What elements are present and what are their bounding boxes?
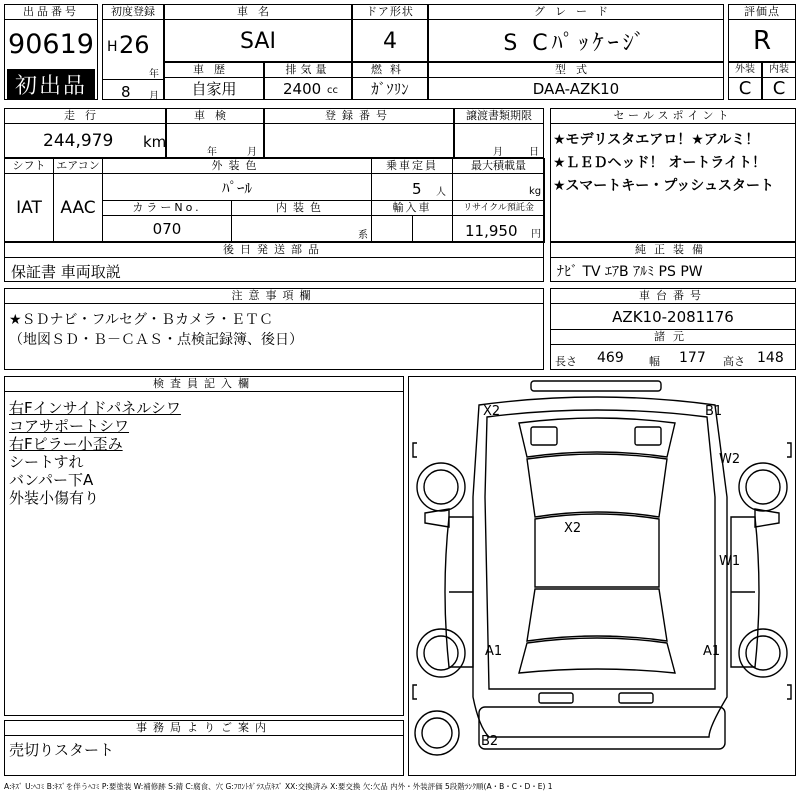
inspector-label: 検査員記入欄: [5, 377, 403, 392]
equipment-label: 純正装備: [551, 243, 795, 258]
reg-era: H: [107, 39, 118, 55]
history-box: [164, 62, 264, 100]
notes-line-2: （地図ＳＤ・Ｂ－ＣＡＳ・点検記録簿、後日）: [9, 332, 303, 348]
capacity-label: 乗車定員: [371, 158, 453, 174]
interior-color-label: 内装色: [231, 200, 372, 216]
load-unit: kg: [529, 186, 542, 197]
inspection-year: 年: [207, 147, 217, 158]
mark-a1-left: A1: [485, 644, 503, 659]
interior-color-cell: [231, 215, 372, 243]
sales-line-1: ★モデリスタエアロ！★アルミ！: [553, 132, 760, 148]
plate-box: [264, 108, 454, 158]
import-divider: [412, 216, 413, 243]
import-label: 輸入車: [371, 200, 453, 216]
car-diagram: [409, 377, 795, 775]
score-value: R: [752, 26, 772, 56]
sales-line-2: ★ＬＥＤヘッド！ オートライト！: [553, 155, 767, 171]
equipment-value: ﾅﾋﾞ TV ｴｱB ｱﾙﾐ PS PW: [557, 264, 703, 280]
plate-label: 登録番号: [265, 109, 453, 124]
mark-a1-right: A1: [703, 644, 721, 659]
inspector-box: [4, 376, 404, 716]
mark-b1: B1: [705, 404, 723, 419]
reg-year: 26: [119, 31, 150, 59]
fuel-box: [352, 62, 428, 100]
capacity-unit: 人: [436, 187, 446, 198]
notes-label: 注意事項欄: [5, 289, 543, 304]
exterior-label: 外装: [729, 63, 761, 78]
capacity-value: 5: [412, 180, 422, 198]
lot-box: [4, 4, 98, 100]
history-value: 自家用: [191, 80, 237, 98]
legend: A:ｷｽﾞ U:ﾍｺﾐ B:ｷｽﾞを伴うﾍｺﾐ P:要塗装 W:補修跡 S:錆 C:腐食、穴 G:ﾌﾛﾝﾄｶﾞﾗｽ点ｷｽﾞ XX:交換済み X:要交換 欠:欠品 内外・外装評価 5段階ﾗﾝｸ順(A・B・C・D・E) 1: [4, 782, 553, 791]
color-no-value: 070: [102, 215, 232, 243]
mileage-label: 走行: [5, 109, 165, 124]
office-value: 売切りスタート: [9, 741, 115, 759]
later-parts-box: [4, 242, 544, 282]
mileage-box: [4, 108, 166, 158]
model-value: DAA-AZK10: [532, 79, 620, 98]
mark-w1: W1: [719, 554, 741, 569]
recycle-label: リサイクル預託金: [452, 200, 545, 216]
inspection-label: 車検: [167, 109, 263, 124]
load-cell: [452, 173, 545, 201]
length-value: 469: [597, 350, 624, 366]
displacement-label: 排気量: [265, 63, 351, 78]
door-value: 4: [383, 28, 397, 54]
inspector-line-2: コアサポートシワ: [9, 417, 130, 435]
displacement-unit: cc: [327, 85, 338, 96]
capacity-cell: [371, 173, 453, 201]
first-listing-badge: 初出品: [7, 69, 95, 99]
inspector-line-5: バンパー下A: [9, 471, 94, 489]
door-label: ドア形状: [353, 5, 427, 20]
recycle-value: 11,950: [465, 222, 518, 240]
height-label: 高さ: [723, 355, 745, 368]
score-label: 評価点: [729, 5, 795, 20]
transfer-day: 日: [529, 147, 539, 158]
transfer-box: [454, 108, 544, 158]
fuel-value: ｶﾞｿﾘﾝ: [371, 80, 409, 98]
interior-box: [762, 62, 796, 100]
grade-label: グレード: [429, 5, 723, 20]
import-cell: [371, 215, 453, 243]
height-value: 148: [757, 350, 784, 366]
model-label: 型式: [429, 63, 723, 78]
aircon-label: エアコン: [53, 158, 103, 174]
fuel-label: 燃料: [353, 63, 427, 78]
later-parts-label: 後日発送部品: [5, 243, 543, 258]
displacement-box: [264, 62, 352, 100]
load-label: 最大積載量: [452, 158, 545, 174]
specs-label: 諸元: [551, 329, 795, 345]
transfer-month: 月: [493, 147, 503, 158]
score-box: [728, 4, 796, 62]
interior-color-unit: 系: [358, 230, 368, 241]
chassis-value: AZK10-2081176: [612, 308, 734, 326]
reg-month: 8: [121, 83, 131, 101]
mark-w2: W2: [719, 452, 741, 467]
aircon-value: AAC: [53, 173, 103, 243]
sales-box: [550, 108, 796, 242]
inspection-month: 月: [247, 147, 257, 158]
mark-x2-roof: X2: [564, 521, 582, 536]
exterior-value: C: [738, 78, 752, 99]
mileage-unit: km: [143, 133, 167, 151]
color-label: 外装色: [102, 158, 372, 174]
inspector-line-4: シートすれ: [9, 453, 84, 471]
grade-value: S Cﾊﾟｯｹｰｼﾞ: [503, 30, 649, 56]
width-label: 幅: [649, 355, 660, 368]
recycle-unit: 円: [531, 229, 541, 240]
mark-x2-front: X2: [483, 404, 501, 419]
color-value: ﾊﾟｰﾙ: [102, 173, 372, 201]
interior-label: 内装: [763, 63, 795, 78]
sales-line-3: ★スマートキー・プッシュスタート: [553, 178, 775, 194]
model-box: [428, 62, 724, 100]
history-label: 車歴: [165, 63, 263, 78]
transfer-label: 譲渡書類期限: [455, 109, 543, 124]
inspector-line-1: 右Fインサイドパネルシワ: [9, 399, 181, 417]
chassis-label: 車台番号: [551, 289, 795, 304]
spec-grid: [4, 158, 544, 242]
chassis-box: [550, 288, 796, 370]
shift-label: シフト: [4, 158, 54, 174]
car-name-label: 車名: [165, 5, 351, 20]
inspector-line-6: 外装小傷有り: [9, 489, 100, 507]
inspection-box: [166, 108, 264, 158]
mileage-value: 244,979: [43, 131, 114, 151]
office-box: [4, 720, 404, 776]
sales-label: セールスポイント: [551, 109, 795, 124]
reg-label: 初度登録: [103, 5, 163, 20]
notes-line-1: ★ＳＤナビ・フルセグ・Ｂカメラ・ＥＴＣ: [9, 312, 273, 328]
displacement-value: 2400: [283, 80, 322, 98]
month-unit: 月: [149, 91, 159, 102]
lot-number: 90619: [8, 28, 94, 60]
length-label: 長さ: [555, 355, 577, 368]
notes-box: [4, 288, 544, 370]
door-box: [352, 4, 428, 62]
car-name-box: [164, 4, 352, 62]
interior-value: C: [772, 78, 786, 99]
lot-label: 出品番号: [5, 5, 97, 20]
mark-b2: B2: [481, 734, 499, 749]
shift-value: IAT: [4, 173, 54, 243]
car-name: SAI: [240, 28, 276, 54]
color-no-label: カラーNo.: [102, 200, 232, 216]
car-diagram-box: [408, 376, 796, 776]
inspector-line-3: 右Fピラー小歪み: [9, 435, 123, 453]
office-label: 事務局よりご案内: [5, 721, 403, 736]
later-parts-value: 保証書 車両取説: [11, 263, 121, 281]
recycle-cell: [452, 215, 545, 243]
width-value: 177: [679, 350, 706, 366]
equipment-box: [550, 242, 796, 282]
year-unit: 年: [149, 69, 159, 80]
grade-box: [428, 4, 724, 62]
exterior-box: [728, 62, 762, 100]
reg-box: [102, 4, 164, 100]
